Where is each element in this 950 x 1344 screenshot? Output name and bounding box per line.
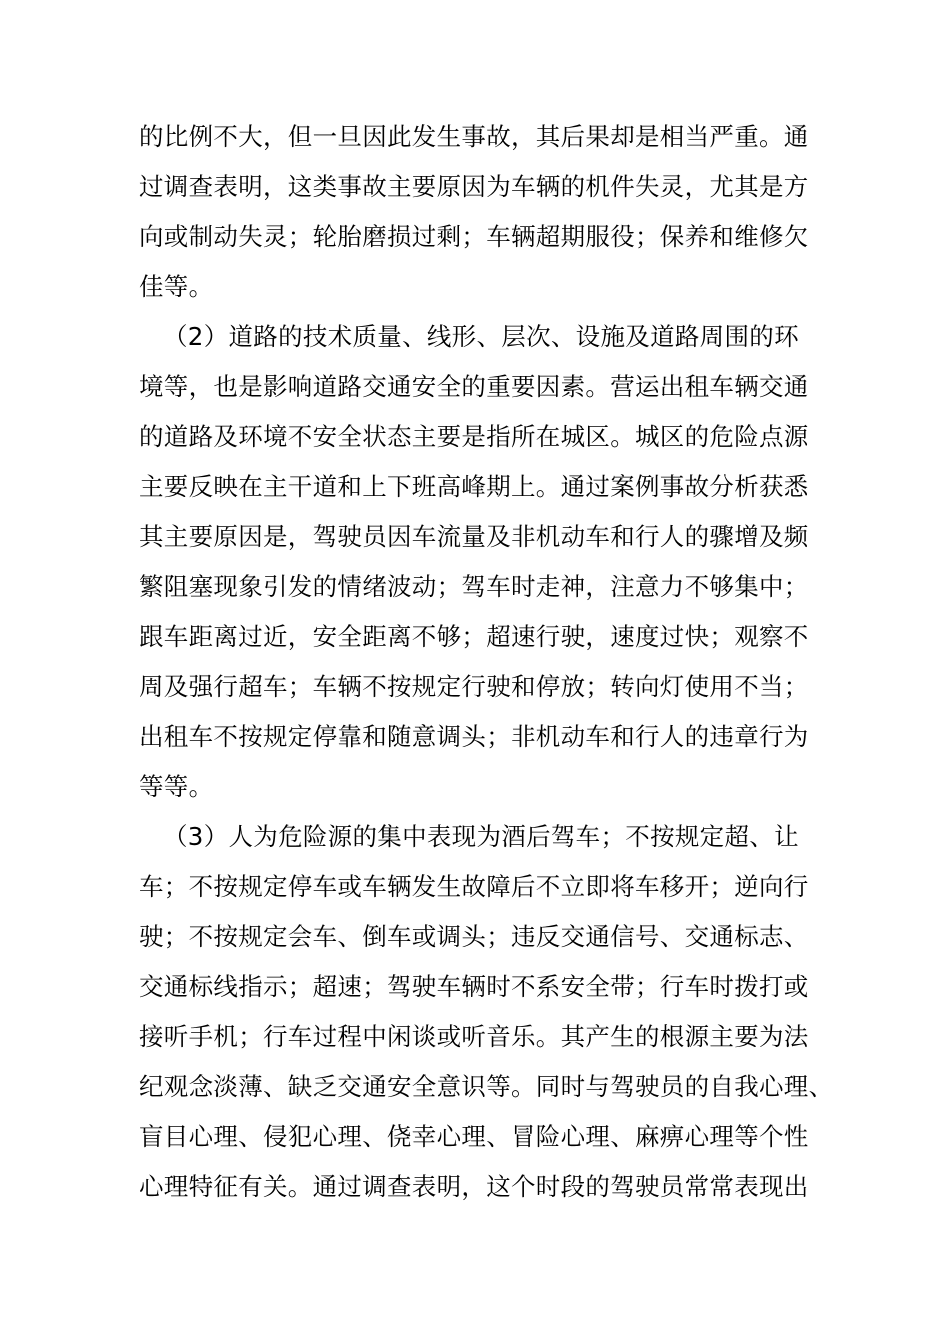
text-line: 心理特征有关。通过调查表明，这个时段的驾驶员常常表现出 — [139, 1172, 809, 1201]
text-line: （2）道路的技术质量、线形、层次、设施及道路周围的环 — [163, 322, 799, 351]
text-line: 其主要原因是，驾驶员因车流量及非机动车和行人的骤增及频 — [139, 522, 809, 551]
text-line: 佳等。 — [139, 272, 214, 301]
text-line: 驶；不按规定会车、倒车或调头；违反交通信号、交通标志、 — [139, 922, 809, 951]
paragraph-3 — [139, 812, 834, 1212]
text-line: 跟车距离过近，安全距离不够；超速行驶，速度过快；观察不 — [139, 622, 809, 651]
text-line: 车；不按规定停车或车辆发生故障后不立即将车移开；逆向行 — [139, 872, 809, 901]
text-line: 的比例不大，但一旦因此发生事故，其后果却是相当严重。通 — [139, 122, 809, 151]
text-line: 的道路及环境不安全状态主要是指所在城区。城区的危险点源 — [139, 422, 809, 451]
text-line: 接听手机；行车过程中闲谈或听音乐。其产生的根源主要为法 — [139, 1022, 809, 1051]
text-line: 周及强行超车；车辆不按规定行驶和停放；转向灯使用不当； — [139, 672, 809, 701]
body-text — [139, 112, 834, 1212]
text-line: 纪观念淡薄、缺乏交通安全意识等。同时与驾驶员的自我心理、 — [139, 1072, 834, 1101]
text-line: 向或制动失灵；轮胎磨损过剩；车辆超期服役；保养和维修欠 — [139, 222, 809, 251]
text-line: 出租车不按规定停靠和随意调头；非机动车和行人的违章行为 — [139, 722, 809, 751]
text-line: 盲目心理、侵犯心理、侥幸心理、冒险心理、麻痹心理等个性 — [139, 1122, 809, 1151]
text-line: 境等，也是影响道路交通安全的重要因素。营运出租车辆交通 — [139, 372, 809, 401]
paragraph-2 — [139, 312, 819, 812]
text-line: 主要反映在主干道和上下班高峰期上。通过案例事故分析获悉 — [139, 472, 809, 501]
text-line: （3）人为危险源的集中表现为酒后驾车；不按规定超、让 — [163, 822, 799, 851]
text-line: 过调查表明，这类事故主要原因为车辆的机件失灵，尤其是方 — [139, 172, 809, 201]
text-line: 等等。 — [139, 772, 214, 801]
text-line: 繁阻塞现象引发的情绪波动；驾车时走神，注意力不够集中； — [139, 572, 809, 601]
paragraph-1 — [139, 112, 819, 312]
text-line: 交通标线指示；超速；驾驶车辆时不系安全带；行车时拨打或 — [139, 972, 809, 1001]
